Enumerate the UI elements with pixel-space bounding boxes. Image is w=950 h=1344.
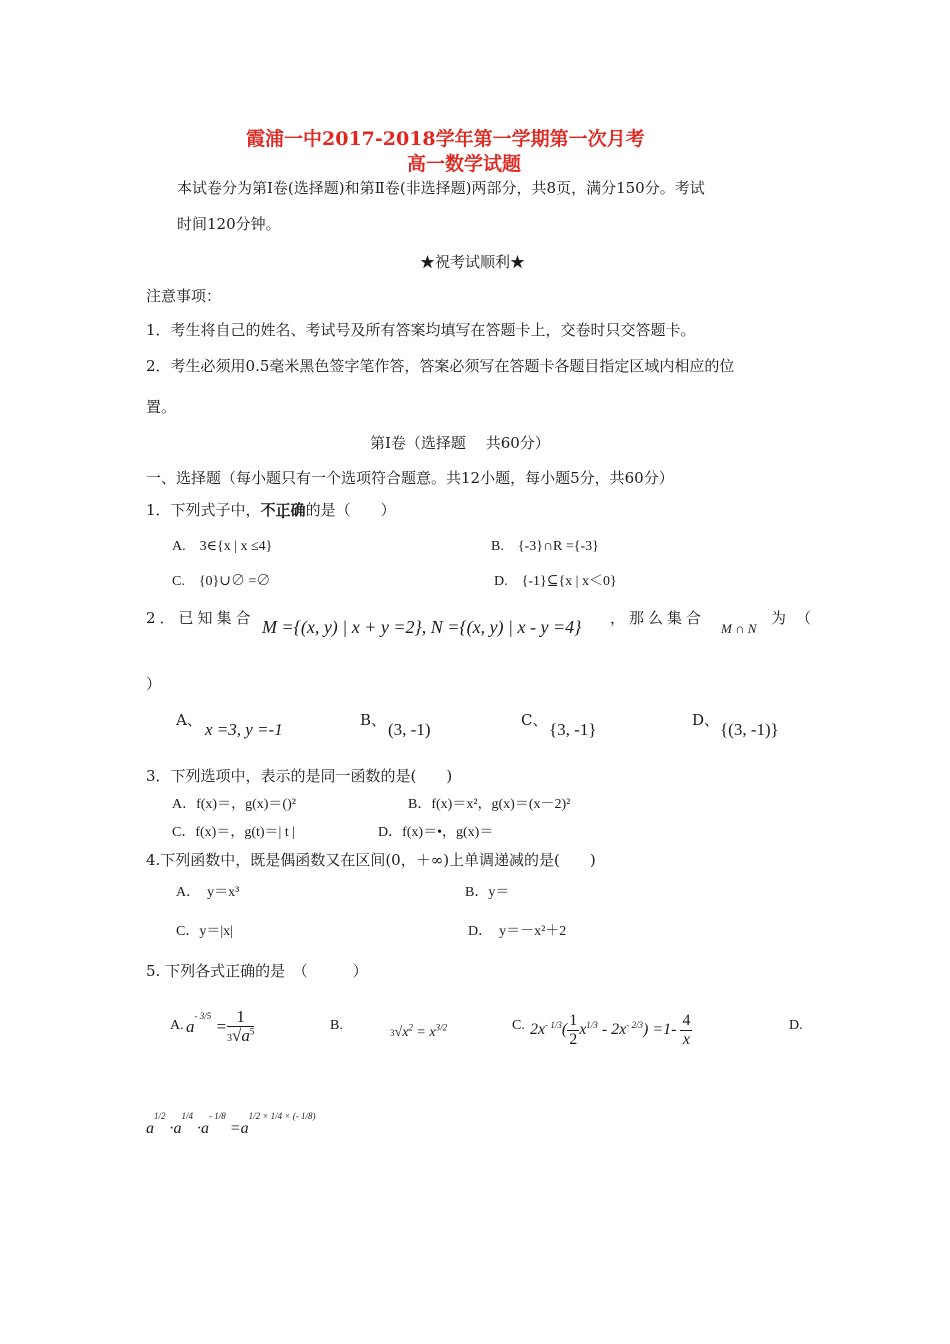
q2-option-c-label: C、	[521, 711, 548, 729]
q5-option-d-label: D.	[789, 1018, 803, 1033]
q2-option-b-label: B、	[360, 711, 387, 729]
q5-option-c-formula: $2x^{- 1/3}$( $\frac{1}{2}$ $x^{1/3} - 2x^{- 2/3}) =1-$ $\frac{4}{x}$	[530, 1012, 691, 1048]
note-item-2-line-2: 置。	[146, 398, 177, 416]
q2-option-c: {3, -1}	[549, 720, 597, 739]
q1-option-c: C. {0}∪∅ =∅	[172, 574, 271, 589]
q3-option-d: D．f(x)＝•，g(x)＝	[378, 825, 494, 840]
notes-heading: 注意事项：	[146, 287, 222, 305]
q2-option-a: x =3, y =-1	[205, 720, 283, 739]
q5-option-c-label: C.	[512, 1018, 525, 1033]
note-item-1: 1．考生将自己的姓名、考试号及所有答案均填写在答题卡上，交卷时只交答题卡。	[146, 321, 696, 339]
q3-stem: 3．下列选项中，表示的是同一函数的是( )	[146, 767, 453, 785]
q1-option-a: A. 3∈{x | x ≤4}	[172, 539, 273, 554]
q1-stem-b: 的是（ ）	[305, 501, 396, 519]
q4-stem: 4.下列函数中，既是偶函数又在区间(0，＋∞)上单调递减的是( )	[146, 851, 596, 869]
note-item-2-line-1: 2．考生必须用0.5毫米黑色签字笔作答，答案必须写在答题卡各题目指定区域内相应的位	[146, 357, 735, 375]
q4-option-c: C．y＝|x|	[176, 924, 233, 939]
q1-option-d: D. {-1}⊆{x | x＜0}	[494, 574, 617, 589]
intro-line-1: 本试卷分为第Ⅰ卷(选择题)和第Ⅱ卷(非选择题)两部分，共8页，满分150分。考试	[177, 179, 705, 197]
exam-title-line1: 霞浦一中2017-2018学年第一学期第一次月考	[246, 128, 645, 150]
blessing: ★祝考试顺利★	[420, 253, 526, 271]
q1-stem	[146, 500, 396, 520]
q2-set-expression: M ={(x, y) | x + y =2}, N ={(x, y) | x - y =4}	[262, 617, 582, 637]
q2-option-d: {(3, -1)}	[720, 720, 779, 739]
q3-option-a: A．f(x)＝，g(x)＝()²	[172, 797, 296, 812]
q4-option-b: B．y＝	[465, 885, 510, 900]
q2-option-a-label: A、	[176, 711, 202, 729]
q5-option-b-formula: $3√x^2 = x^{3/2}$	[390, 1022, 448, 1040]
q1-option-b: B. {-3}∩R ={-3}	[491, 539, 599, 554]
q2-stem-a: 2．已知集合	[146, 609, 255, 627]
q5-option-d-formula: $a^{1/2} \cdot a^{1/4} \cdot a^{- 1/8} =a^{1/2 \times 1/4 \times (- 1/8)}$	[146, 1110, 316, 1137]
q3-option-c: C．f(x)＝，g(t)＝| t |	[172, 825, 296, 840]
q3-option-b: B．f(x)＝x²，g(x)＝(x－2)²	[408, 797, 571, 812]
q2-stem-b: ，那么集合	[610, 609, 706, 627]
section-heading: 一、选择题（每小题只有一个选项符合题意。共12小题，每小题5分，共60分）	[146, 469, 674, 487]
intro-line-2: 时间120分钟。	[177, 215, 281, 233]
q1-stem-emphasis: 不正确	[260, 501, 306, 519]
q2-close-paren: ）	[146, 675, 162, 693]
q4-option-d: D． y＝－x²＋2	[468, 924, 567, 939]
q2-option-d-label: D、	[692, 711, 720, 729]
q5-option-a-formula: $a^{- 3/5}$ = $\frac{1}{3√a^5}$	[186, 1007, 255, 1045]
q5-option-a-label: A.	[170, 1018, 184, 1033]
q1-stem-a: 1．下列式子中，	[146, 501, 261, 519]
part1-title: 第Ⅰ卷（选择题 共60分）	[370, 434, 550, 452]
q2-stem-c: 为（	[771, 609, 822, 627]
q4-option-a: A． y＝x³	[176, 885, 240, 900]
q2-intersection: M ∩ N	[721, 621, 757, 636]
q5-stem: 5. 下列各式正确的是 （ ）	[146, 962, 368, 980]
q5-option-b-label: B.	[330, 1018, 343, 1033]
q2-option-b: (3, -1)	[388, 720, 431, 739]
exam-title-line2: 高一数学试题	[407, 153, 522, 175]
